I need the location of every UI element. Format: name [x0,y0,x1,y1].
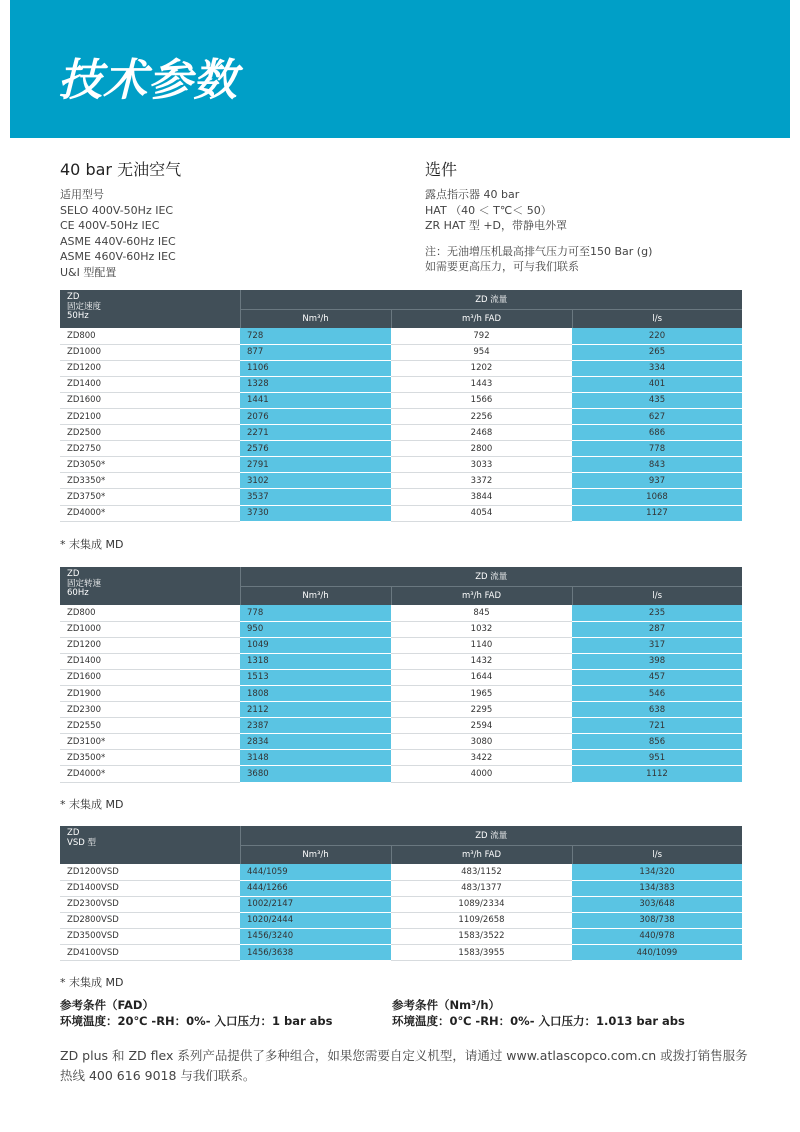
table-row [60,376,742,392]
value-cell: 3080 [391,734,572,750]
value-cell: 3844 [391,489,572,505]
value-cell: 1965 [391,685,572,701]
reference-title: 参考条件（Nm³/h） [392,998,501,1012]
option-line: HAT （40 ＜ T℃＜ 50） [425,203,552,217]
table-row [60,880,742,896]
table-row [60,702,742,718]
value-cell: 3422 [391,750,572,766]
value-cell: 440/1099 [572,944,742,960]
value-cell: 1202 [391,360,572,376]
model-header-line: VSD 型 [67,837,96,848]
table-row [60,750,742,766]
value-cell: 2576 [240,441,391,457]
column-header: l/s [572,845,742,864]
flow-header: ZD 流量 [240,567,742,586]
column-header: l/s [572,309,742,328]
value-cell: 235 [572,605,742,621]
value-cell: 3102 [240,473,391,489]
model-cell: ZD3050* [60,457,240,473]
value-cell: 2387 [240,718,391,734]
footnote: * 末集成 MD [60,976,124,989]
footnote: * 末集成 MD [60,538,124,551]
model-cell: ZD1400VSD [60,880,240,896]
value-cell: 440/978 [572,928,742,944]
model-cell: ZD1000 [60,344,240,360]
model-header-line: 固定速度 [67,301,102,312]
value-cell: 317 [572,637,742,653]
spec-table-50hz [60,290,742,522]
value-cell: 1456/3638 [240,944,391,960]
value-cell: 303/648 [572,896,742,912]
table-row [60,864,742,880]
value-cell: 2468 [391,425,572,441]
value-cell: 1443 [391,376,572,392]
value-cell: 638 [572,702,742,718]
model-header-line: ZD [67,292,80,302]
model-line: ASME 440V-60Hz IEC [60,234,176,248]
value-cell: 3372 [391,473,572,489]
model-cell: ZD1200VSD [60,864,240,880]
value-cell: 444/1266 [240,880,391,896]
reference-text: 环境温度：20℃ -RH：0%- 入口压力：1 bar abs [60,1013,333,1028]
column-header: l/s [572,586,742,605]
table-row [60,669,742,685]
model-header-line: 固定转速 [67,578,102,589]
table-row [60,621,742,637]
model-cell: ZD4000* [60,766,240,782]
value-cell: 950 [240,621,391,637]
value-cell: 792 [391,328,572,344]
model-header-line: ZD [67,569,80,579]
value-cell: 843 [572,457,742,473]
value-cell: 483/1377 [391,880,572,896]
model-cell: ZD1900 [60,685,240,701]
value-cell: 1644 [391,669,572,685]
table-row [60,441,742,457]
note-line: 如需要更高压力，可与我们联系 [425,260,579,273]
value-cell: 3680 [240,766,391,782]
table-row [60,425,742,441]
model-line: ASME 460V-60Hz IEC [60,250,176,263]
model-cell: ZD2550 [60,718,240,734]
model-header [60,826,240,864]
value-cell: 483/1152 [391,864,572,880]
value-cell: 1002/2147 [240,896,391,912]
value-cell: 627 [572,408,742,424]
model-header [60,567,240,605]
value-cell: 1127 [572,505,742,521]
table-row [60,344,742,360]
value-cell: 1020/2444 [240,912,391,928]
value-cell: 401 [572,376,742,392]
model-header-line: ZD [67,828,80,838]
reference-conditions-nm3 [392,998,685,1029]
model-cell: ZD3500* [60,750,240,766]
value-cell: 265 [572,344,742,360]
model-cell: ZD1400 [60,376,240,392]
contact-info: ZD plus 和 ZD flex 系列产品提供了多种组合，如果您需要自定义机型，请通过 www.atlascopco.com.cn 或拨打销售服务热线 400 616 9018 与我们联系。 [60,1048,748,1083]
model-cell: ZD3750* [60,489,240,505]
model-cell: ZD3500VSD [60,928,240,944]
table-row [60,392,742,408]
table-row [60,718,742,734]
model-cell: ZD3350* [60,473,240,489]
value-cell: 2800 [391,441,572,457]
value-cell: 546 [572,685,742,701]
value-cell: 1583/3522 [391,928,572,944]
value-cell: 728 [240,328,391,344]
value-cell: 1032 [391,621,572,637]
option-line: 露点指示器 40 bar [425,188,520,201]
value-cell: 1583/3955 [391,944,572,960]
table-row [60,605,742,621]
table-row [60,489,742,505]
value-cell: 2834 [240,734,391,750]
value-cell: 2076 [240,408,391,424]
option-line: ZR HAT 型 +D，带静电外罩 [425,219,568,232]
value-cell: 457 [572,669,742,685]
model-line: U&I 型配置 [60,265,117,279]
value-cell: 778 [572,441,742,457]
model-cell: ZD1000 [60,621,240,637]
note [425,244,745,275]
value-cell: 4000 [391,766,572,782]
value-cell: 3148 [240,750,391,766]
model-cell: ZD4100VSD [60,944,240,960]
flow-header: ZD 流量 [240,826,742,845]
table-row [60,457,742,473]
value-cell: 2271 [240,425,391,441]
model-line: CE 400V-50Hz IEC [60,219,160,232]
table-row [60,473,742,489]
column-header: m³/h FAD [391,309,572,328]
model-cell: ZD2500 [60,425,240,441]
value-cell: 1112 [572,766,742,782]
value-cell: 1109/2658 [391,912,572,928]
oil-free-air-section [60,160,380,280]
value-cell: 2791 [240,457,391,473]
table-row [60,944,742,960]
value-cell: 778 [240,605,391,621]
value-cell: 3730 [240,505,391,521]
model-cell: ZD3100* [60,734,240,750]
value-cell: 134/320 [572,864,742,880]
value-cell: 2295 [391,702,572,718]
value-cell: 3537 [240,489,391,505]
model-line: 适用型号 [60,188,104,201]
spec-table-vsd [60,826,742,961]
model-cell: ZD2100 [60,408,240,424]
value-cell: 1106 [240,360,391,376]
value-cell: 2112 [240,702,391,718]
value-cell: 1441 [240,392,391,408]
model-header [60,290,240,328]
reference-title: 参考条件（FAD） [60,998,154,1012]
table-row [60,637,742,653]
value-cell: 398 [572,653,742,669]
value-cell: 954 [391,344,572,360]
table-row [60,328,742,344]
value-cell: 2256 [391,408,572,424]
value-cell: 1318 [240,653,391,669]
value-cell: 951 [572,750,742,766]
note-line: 注：无油增压机最高排气压力可至150 Bar (g) [425,244,653,258]
model-cell: ZD4000* [60,505,240,521]
model-header-line: 60Hz [67,588,89,598]
value-cell: 444/1059 [240,864,391,880]
model-cell: ZD1600 [60,669,240,685]
value-cell: 1089/2334 [391,896,572,912]
value-cell: 1513 [240,669,391,685]
options-section [425,160,745,275]
value-cell: 1432 [391,653,572,669]
value-cell: 1808 [240,685,391,701]
table-row [60,360,742,376]
spec-table-60hz [60,567,742,783]
value-cell: 134/383 [572,880,742,896]
value-cell: 1049 [240,637,391,653]
section-title: 选件 [425,160,458,179]
value-cell: 334 [572,360,742,376]
column-header: m³/h FAD [391,845,572,864]
model-cell: ZD1600 [60,392,240,408]
page-title: 技术参数 [58,55,238,106]
table-row [60,408,742,424]
value-cell: 1328 [240,376,391,392]
value-cell: 1140 [391,637,572,653]
table-row [60,685,742,701]
value-cell: 287 [572,621,742,637]
value-cell: 308/738 [572,912,742,928]
value-cell: 1068 [572,489,742,505]
column-header: Nm³/h [240,845,391,864]
reference-conditions-fad [60,998,333,1029]
reference-text: 环境温度：0℃ -RH：0%- 入口压力：1.013 bar abs [392,1013,685,1028]
table-row [60,912,742,928]
value-cell: 3033 [391,457,572,473]
model-cell: ZD2300VSD [60,896,240,912]
model-cell: ZD1200 [60,637,240,653]
value-cell: 2594 [391,718,572,734]
table-row [60,766,742,782]
model-cell: ZD2800VSD [60,912,240,928]
header-banner [10,0,790,138]
table-row [60,505,742,521]
table-row [60,734,742,750]
value-cell: 220 [572,328,742,344]
value-cell: 937 [572,473,742,489]
column-header: Nm³/h [240,586,391,605]
column-header: Nm³/h [240,309,391,328]
model-cell: ZD2300 [60,702,240,718]
value-cell: 4054 [391,505,572,521]
footnote: * 末集成 MD [60,798,124,811]
column-header: m³/h FAD [391,586,572,605]
model-cell: ZD1400 [60,653,240,669]
value-cell: 1456/3240 [240,928,391,944]
value-cell: 856 [572,734,742,750]
value-cell: 686 [572,425,742,441]
value-cell: 845 [391,605,572,621]
section-title: 40 bar 无油空气 [60,160,182,179]
model-line: SELO 400V-50Hz IEC [60,203,174,217]
value-cell: 877 [240,344,391,360]
table-row [60,896,742,912]
model-cell: ZD2750 [60,441,240,457]
flow-header: ZD 流量 [240,290,742,309]
model-header-line: 50Hz [67,311,89,321]
table-row [60,653,742,669]
value-cell: 1566 [391,392,572,408]
model-cell: ZD800 [60,328,240,344]
model-cell: ZD1200 [60,360,240,376]
model-cell: ZD800 [60,605,240,621]
table-row [60,928,742,944]
value-cell: 721 [572,718,742,734]
value-cell: 435 [572,392,742,408]
